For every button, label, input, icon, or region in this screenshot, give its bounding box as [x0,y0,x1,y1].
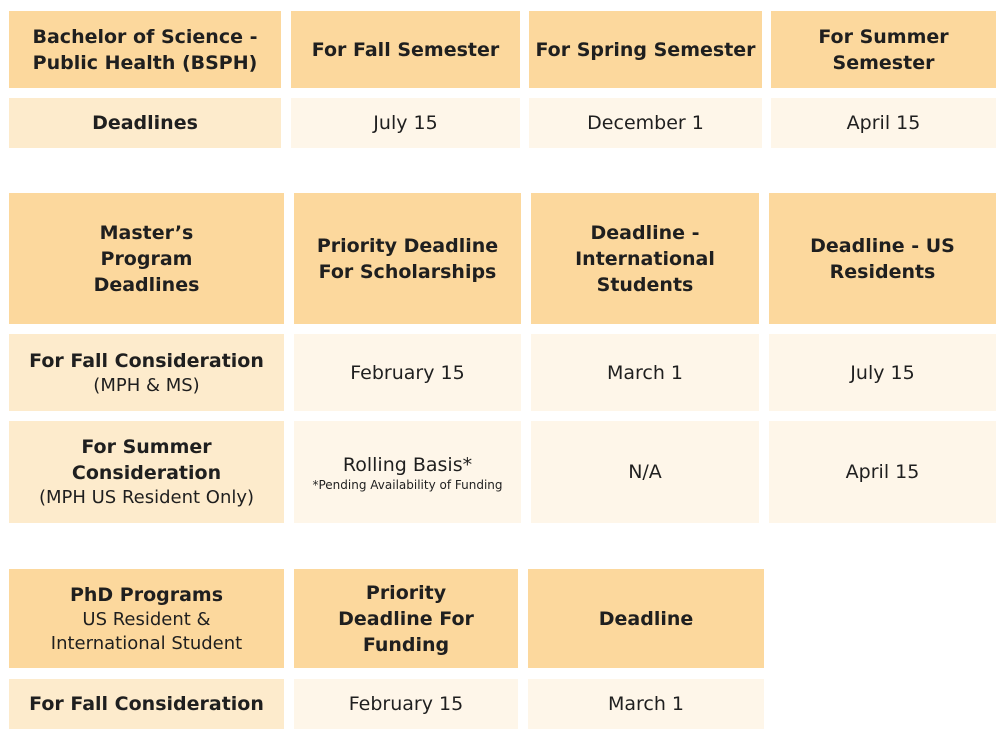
masters-summer-us-text: April 15 [845,461,920,483]
phd-fall-label-text: For Fall Consideration [29,693,264,715]
phd-deadline-header-text: Deadline [598,607,694,630]
phd-deadline-header [528,569,764,668]
bsph-fall-deadline-text: July 15 [373,112,438,134]
phd-fall-label [9,679,284,729]
masters-fall-international-text: March 1 [606,361,684,384]
bsph-summer-header-text: For Summer Semester [818,25,949,74]
phd-fall-deadline-text: March 1 [607,693,685,715]
phd-fall-priority [294,679,518,729]
bsph-program-header [9,11,281,88]
bsph-spring-deadline-text: December 1 [587,112,704,134]
phd-fall-priority-text: February 15 [348,693,464,715]
masters-summer-us [769,421,996,523]
masters-summer-international [531,421,759,523]
bsph-spring-header-text: For Spring Semester [535,38,756,61]
masters-program-header-text: Master’s Program Deadlines [93,221,200,296]
bsph-deadlines-label-text: Deadlines [92,112,198,134]
bsph-summer-deadline-text: April 15 [846,112,921,134]
masters-summer-priority [294,421,521,523]
bsph-program-header-text: Bachelor of Science - Public Health (BSPH) [32,25,258,74]
masters-summer-label [9,421,284,523]
masters-fall-us-text: July 15 [850,361,915,384]
bsph-fall-header [291,11,520,88]
bsph-deadlines-label [9,98,281,148]
masters-international-header-text: Deadline - International Students [575,221,715,296]
masters-fall-label [9,334,284,411]
bsph-spring-deadline [529,98,762,148]
masters-international-header [531,193,759,324]
masters-summer-international-text: N/A [628,461,662,483]
masters-program-header [9,193,284,324]
masters-summer-priority-text: Rolling Basis* [342,454,473,476]
bsph-fall-deadline [291,98,520,148]
masters-summer-priority-note: *Pending Availability of Funding [312,478,503,492]
masters-fall-label-text: For Fall Consideration [29,349,264,372]
masters-fall-sublabel: (MPH & MS) [93,374,200,396]
phd-program-header-sub: US Resident & International Student [50,608,243,654]
masters-summer-sublabel: (MPH US Resident Only) [38,487,255,508]
bsph-fall-header-text: For Fall Semester [311,38,500,61]
phd-fall-deadline [528,679,764,729]
masters-fall-international [531,334,759,411]
masters-priority-header-text: Priority Deadline For Scholarships [316,234,499,283]
masters-summer-label-text: For Summer Consideration [71,436,222,484]
bsph-summer-deadline [771,98,996,148]
masters-fall-us [769,334,996,411]
phd-priority-header-text: Priority Deadline For Funding [338,581,474,656]
masters-priority-header [294,193,521,324]
phd-priority-header [294,569,518,668]
phd-program-header-title: PhD Programs [69,583,224,606]
masters-fall-priority [294,334,521,411]
masters-fall-priority-text: February 15 [350,361,465,384]
masters-us-header-text: Deadline - US Residents [810,234,955,283]
bsph-summer-header [771,11,996,88]
bsph-spring-header [529,11,762,88]
masters-us-header [769,193,996,324]
phd-program-header [9,569,284,668]
